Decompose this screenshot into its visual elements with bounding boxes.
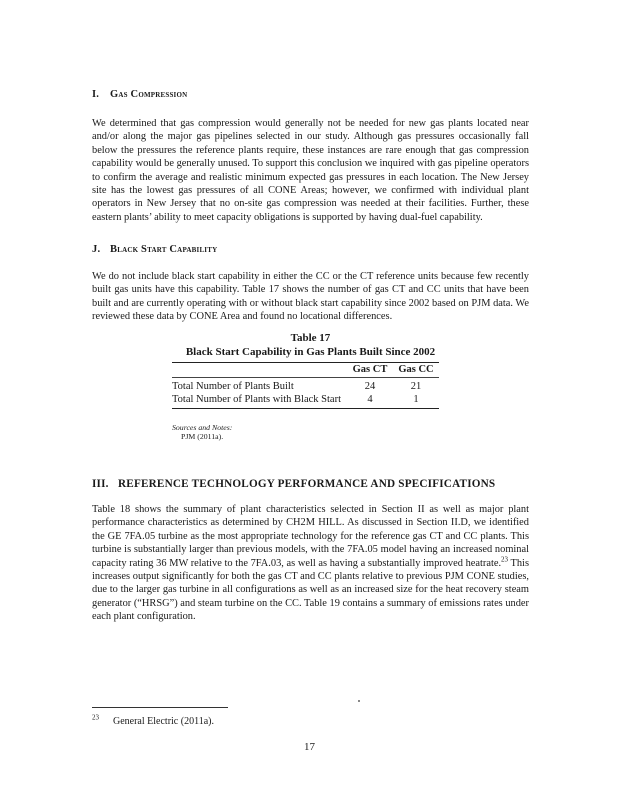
section-j-title: Black Start Capability	[110, 244, 218, 255]
section-i-title: Gas Compression	[110, 89, 188, 100]
row-label: Total Number of Plants with Black Start	[172, 394, 341, 405]
table-17-label: Table 17	[290, 332, 331, 344]
table-17	[172, 362, 439, 409]
section-iii-number: III.	[92, 478, 109, 490]
column-header-label	[172, 363, 347, 378]
page-number: 17	[304, 741, 315, 753]
table-row	[172, 393, 439, 408]
footnote-number: 23	[92, 713, 99, 722]
footnote-separator	[92, 707, 228, 708]
section-iii-text-2: This increases output significantly for both the gas CT and CC plants relative to previous PJM CONE studies, due to the larger gas turbine in all configurations as well as an increased size for the heat recovery steam generator (“HRSG”) and steam turbine on the CC. Table 19 contains a summary of emissions rates under each plant configuration.	[92, 557, 529, 623]
section-i-heading	[92, 89, 187, 100]
section-j-paragraph: We do not include black start capability in either the CC or the CT reference units because few recently built gas units have this capability. Table 17 shows the number of gas CT and CC units that have been built and are currently operating with or without black start capability since 2002 based on PJM data. We reviewed these data by CONE Area and found no locational differences.	[92, 271, 529, 323]
cell-gas-cc: 21	[410, 381, 422, 392]
column-header-gas-cc: Gas CC	[398, 364, 434, 375]
section-iii-text-1: Table 18 shows the summary of plant characteristics selected in Section II as well as major plant performance characteristics as determined by CH2M HILL. As discussed in Section II.D, we identified the GE 7FA.05 turbine as the most appropriate technology for the reference gas CT and CC plants. This turbine is substantially larger than previous models, with the 7FA.05 model having an increased nominal capacity rating 36 MW relative to the 7FA.03, as well as having a substantially improved heatrate.	[92, 504, 529, 569]
section-iii-heading	[92, 478, 495, 490]
stray-dot	[358, 700, 360, 702]
footnote	[92, 713, 214, 727]
footnote-text: General Electric (2011a).	[113, 716, 214, 727]
sources-label: Sources and Notes:	[172, 423, 233, 432]
footnote-reference[interactable]: 23	[501, 555, 509, 564]
section-iii-title: REFERENCE TECHNOLOGY PERFORMANCE AND SPECIFICATIONS	[118, 478, 496, 490]
table-header-row	[172, 363, 439, 378]
column-header-gas-ct: Gas CT	[352, 364, 388, 375]
table-bottom-rule	[172, 408, 439, 409]
cell-gas-cc: 1	[413, 394, 419, 405]
table-17-grid	[172, 363, 439, 408]
section-j-heading	[92, 244, 217, 255]
section-j-letter: J.	[92, 244, 101, 255]
section-iii-paragraph	[92, 503, 529, 624]
cell-gas-ct: 24	[364, 381, 376, 392]
sources-text: PJM (2011a).	[181, 432, 224, 441]
table-row	[172, 378, 439, 394]
row-label: Total Number of Plants Built	[172, 381, 294, 392]
section-i-letter: I.	[92, 89, 100, 100]
table-17-title: Black Start Capability in Gas Plants Built Since 2002	[185, 346, 436, 358]
cell-gas-ct: 4	[367, 394, 373, 405]
section-i-paragraph: We determined that gas compression would generally not be needed for new gas plants located near and/or along the major gas pipelines selected in our study. Although gas pressures occasionally fall below the pressures the reference plants require, these instances are rare enough that gas compression capability would be generally unused. To support this conclusion we inquired with gas pipeline operators to confirm the average and realistic minimum expected gas pressures in each location. The New Jersey site has the lowest gas pressures of all CONE Areas; however, we confirmed with individual plant operators in New Jersey that no on-site gas compression was needed at their facilities. Further, these eastern plants’ ability to meet capacity obligations is supported by having dual-fuel capability.	[92, 118, 529, 223]
